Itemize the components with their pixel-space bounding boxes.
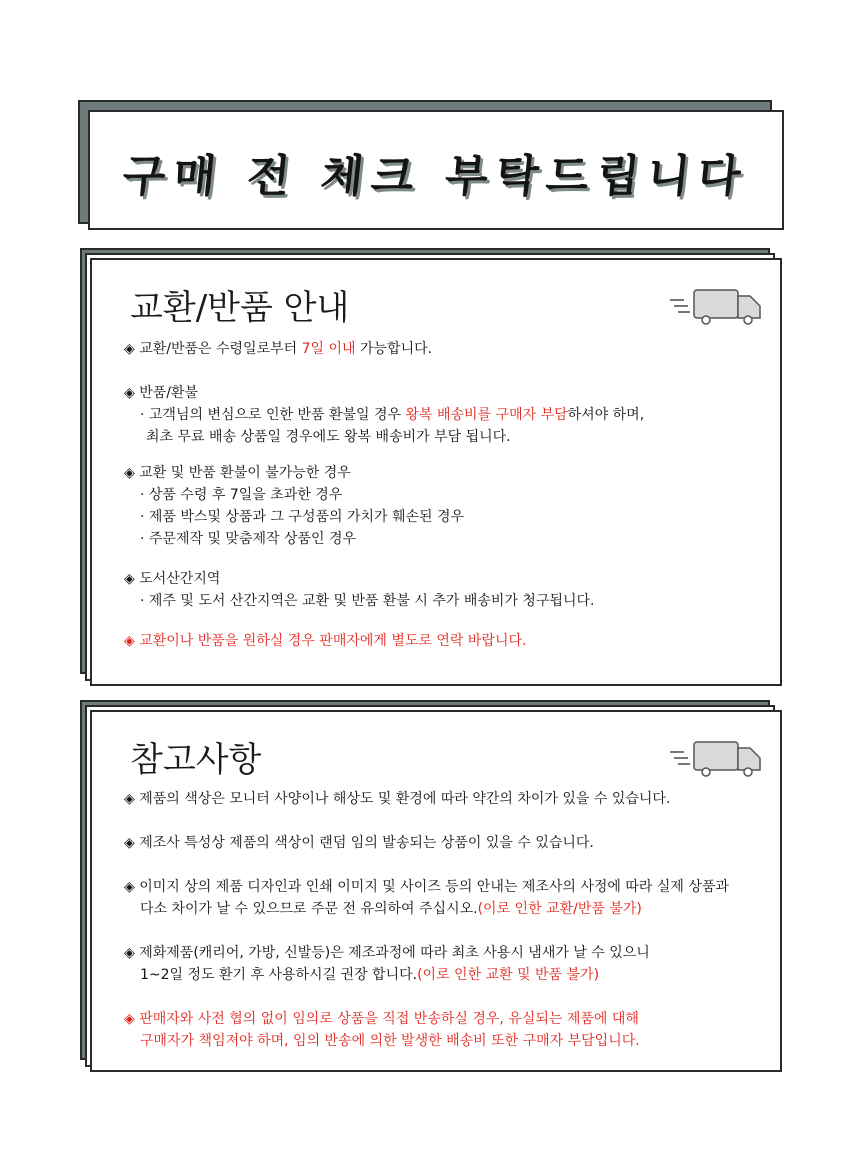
note-item: ◈ 제화제품(캐리어, 가방, 신발등)은 제조과정에 따라 최초 사용시 냄새가 날 수 있으니 <box>124 945 650 961</box>
header-banner <box>78 100 784 232</box>
page-title: 구매 전 체크 부탁드립니다 <box>120 151 751 202</box>
refund-line-2: 최초 무료 배송 상품일 경우에도 왕복 배송비가 부담 됩니다. <box>146 429 511 445</box>
notes-section <box>80 700 782 1072</box>
note-item: ◈ 제조사 특성상 제품의 색상이 랜덤 임의 발송되는 상품이 있을 수 있습니다. <box>124 835 594 851</box>
refund-line-1: · 고객님의 변심으로 인한 반품 환불일 경우 왕복 배송비를 구매자 부담하셔야 하며, <box>140 407 645 423</box>
contact-notice: ◈ 교환이나 반품을 원하실 경우 판매자에게 별도로 연락 바랍니다. <box>124 633 527 649</box>
exchange-content <box>124 338 768 652</box>
not-allowed-item: · 주문제작 및 맞춤제작 상품인 경우 <box>140 531 357 547</box>
warning-item: ◈ 판매자와 사전 협의 없이 임의로 상품을 직접 반송하실 경우, 유실되는 제품에 대해 <box>124 1011 639 1027</box>
notes-title: 참고사항 <box>130 740 262 780</box>
note-item-continued: 1~2일 정도 환기 후 사용하시길 권장 합니다.(이로 인한 교환 및 반품 불가) <box>140 967 600 983</box>
banner-front-layer <box>88 110 784 230</box>
note-item: ◈ 이미지 상의 제품 디자인과 인쇄 이미지 및 사이즈 등의 안내는 제조사의 사정에 따라 실제 상품과 <box>124 879 729 895</box>
section-front-layer <box>90 258 782 686</box>
truck-icon <box>670 286 762 326</box>
notes-content <box>124 788 768 1052</box>
exchange-return-section <box>80 248 782 686</box>
not-allowed-heading: ◈ 교환 및 반품 환불이 불가능한 경우 <box>124 465 351 481</box>
island-text: · 제주 및 도서 산간지역은 교환 및 반품 환불 시 추가 배송비가 청구됩니다. <box>140 593 595 609</box>
not-allowed-item: · 상품 수령 후 7일을 초과한 경우 <box>140 487 343 503</box>
exchange-period-item: ◈ 교환/반품은 수령일로부터 7일 이내 가능합니다. <box>124 341 433 357</box>
note-item: ◈ 제품의 색상은 모니터 사양이나 해상도 및 환경에 따라 약간의 차이가 있을 수 있습니다. <box>124 791 671 807</box>
truck-icon <box>670 738 762 778</box>
warning-item-continued: 구매자가 책임져야 하며, 임의 반송에 의한 발생한 배송비 또한 구매자 부담입니다. <box>140 1033 640 1049</box>
note-item-continued: 다소 차이가 날 수 있으므로 주문 전 유의하여 주십시오.(이로 인한 교환/반품 불가) <box>140 901 642 917</box>
refund-heading: ◈ 반품/환불 <box>124 385 199 401</box>
exchange-title: 교환/반품 안내 <box>130 288 350 328</box>
not-allowed-item: · 제품 박스및 상품과 그 구성품의 가치가 훼손된 경우 <box>140 509 465 525</box>
section-front-layer <box>90 710 782 1072</box>
island-heading: ◈ 도서산간지역 <box>124 571 221 587</box>
